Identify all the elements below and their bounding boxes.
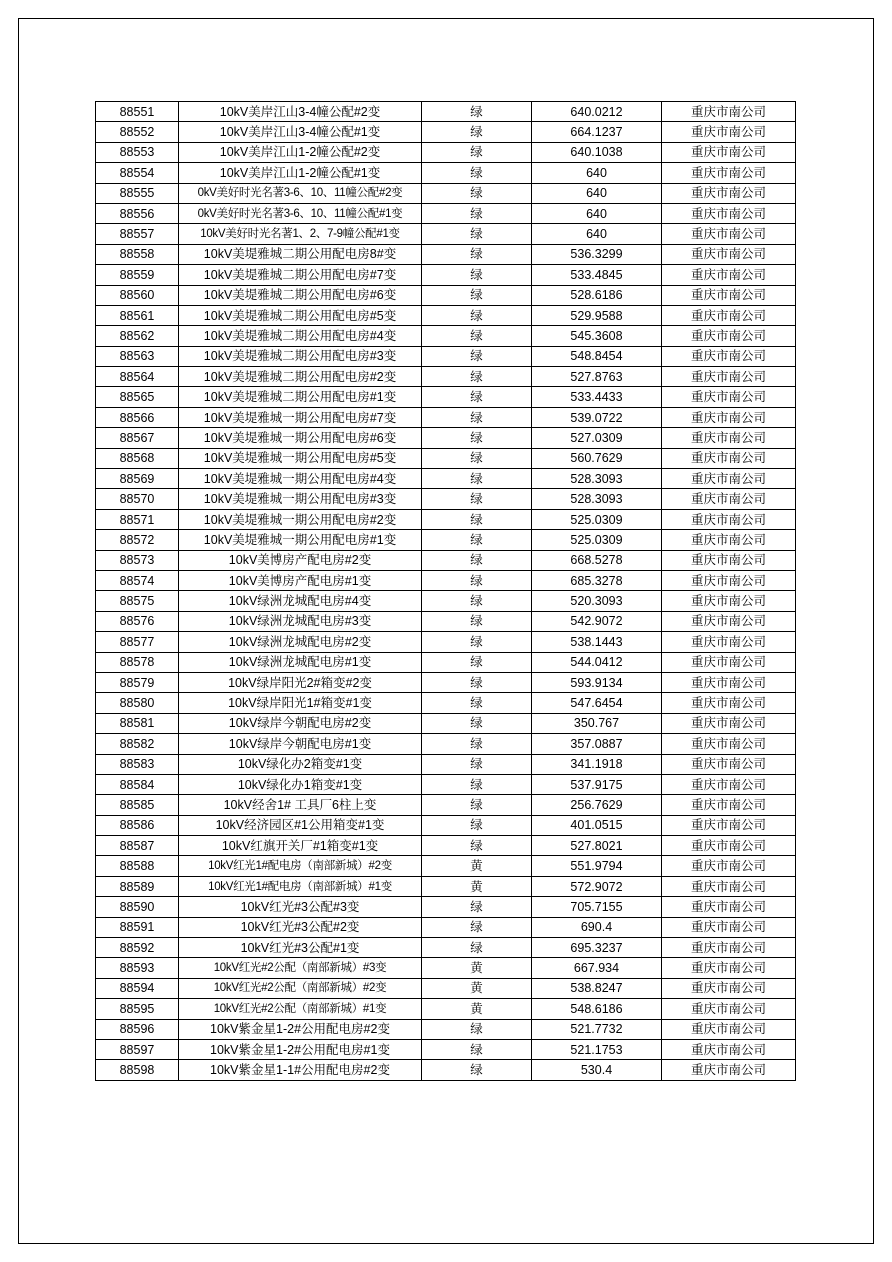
cell-org: 重庆市南公司 [662,978,796,998]
cell-value: 572.9072 [532,876,662,896]
cell-color: 绿 [422,102,532,122]
cell-name: 10kV美岸江山1-2幢公配#2变 [179,142,422,162]
cell-value: 640 [532,183,662,203]
cell-value: 668.5278 [532,550,662,570]
cell-color: 绿 [422,1039,532,1059]
cell-value: 527.8763 [532,367,662,387]
cell-value: 521.1753 [532,1039,662,1059]
cell-color: 黄 [422,978,532,998]
cell-org: 重庆市南公司 [662,754,796,774]
cell-name: 10kV绿岸今朝配电房#2变 [179,713,422,733]
cell-org: 重庆市南公司 [662,122,796,142]
cell-color: 绿 [422,224,532,244]
cell-value: 640.1038 [532,142,662,162]
cell-name: 0kV美好时光名著3-6、10、11幢公配#1变 [179,203,422,223]
cell-name: 10kV美好时光名著1、2、7-9幢公配#1变 [179,224,422,244]
table-row [96,203,796,223]
cell-color: 绿 [422,754,532,774]
table-row [96,448,796,468]
table-row [96,632,796,652]
cell-value: 593.9134 [532,672,662,692]
table-row [96,611,796,631]
cell-name: 10kV红光1#配电房（南部新城）#2变 [179,856,422,876]
cell-color: 绿 [422,326,532,346]
cell-color: 绿 [422,122,532,142]
cell-value: 548.8454 [532,346,662,366]
cell-id: 88557 [96,224,179,244]
cell-name: 10kV紫金星1-1#公用配电房#2变 [179,1060,422,1080]
cell-color: 绿 [422,591,532,611]
cell-name: 10kV紫金星1-2#公用配电房#1变 [179,1039,422,1059]
cell-org: 重庆市南公司 [662,346,796,366]
cell-id: 88585 [96,795,179,815]
cell-id: 88577 [96,632,179,652]
table-row [96,591,796,611]
cell-color: 绿 [422,244,532,264]
cell-name: 10kV红光#3公配#3变 [179,897,422,917]
cell-value: 539.0722 [532,407,662,427]
cell-color: 绿 [422,142,532,162]
cell-color: 绿 [422,203,532,223]
cell-name: 10kV红光#2公配（南部新城）#1变 [179,999,422,1019]
cell-value: 527.0309 [532,428,662,448]
cell-org: 重庆市南公司 [662,305,796,325]
cell-org: 重庆市南公司 [662,999,796,1019]
cell-value: 530.4 [532,1060,662,1080]
cell-name: 10kV美堤雅城一期公用配电房#2变 [179,509,422,529]
cell-color: 绿 [422,672,532,692]
cell-id: 88598 [96,1060,179,1080]
cell-id: 88559 [96,265,179,285]
table-row [96,754,796,774]
cell-name: 10kV绿岸今朝配电房#1变 [179,734,422,754]
cell-name: 10kV美堤雅城一期公用配电房#3变 [179,489,422,509]
cell-color: 绿 [422,407,532,427]
table-row [96,938,796,958]
cell-color: 绿 [422,163,532,183]
table-row [96,428,796,448]
table-row [96,713,796,733]
cell-value: 528.3093 [532,469,662,489]
cell-name: 10kV经济园区#1公用箱变#1变 [179,815,422,835]
cell-id: 88552 [96,122,179,142]
cell-id: 88566 [96,407,179,427]
table-row [96,305,796,325]
cell-name: 10kV美堤雅城二期公用配电房#2变 [179,367,422,387]
cell-org: 重庆市南公司 [662,795,796,815]
cell-value: 685.3278 [532,570,662,590]
cell-org: 重庆市南公司 [662,509,796,529]
cell-name: 10kV美岸江山3-4幢公配#1变 [179,122,422,142]
cell-color: 绿 [422,652,532,672]
cell-org: 重庆市南公司 [662,326,796,346]
cell-color: 绿 [422,1019,532,1039]
cell-value: 667.934 [532,958,662,978]
cell-color: 绿 [422,611,532,631]
cell-color: 绿 [422,836,532,856]
cell-org: 重庆市南公司 [662,774,796,794]
cell-color: 绿 [422,448,532,468]
cell-id: 88555 [96,183,179,203]
table-row [96,530,796,550]
cell-value: 528.3093 [532,489,662,509]
cell-value: 640 [532,163,662,183]
cell-id: 88556 [96,203,179,223]
cell-org: 重庆市南公司 [662,876,796,896]
cell-value: 525.0309 [532,509,662,529]
table-row [96,1039,796,1059]
cell-id: 88586 [96,815,179,835]
cell-name: 10kV绿岸阳光2#箱变#2变 [179,672,422,692]
cell-value: 640 [532,224,662,244]
cell-color: 绿 [422,367,532,387]
cell-org: 重庆市南公司 [662,407,796,427]
cell-id: 88568 [96,448,179,468]
table-row [96,999,796,1019]
cell-id: 88569 [96,469,179,489]
cell-color: 黄 [422,999,532,1019]
cell-id: 88590 [96,897,179,917]
cell-color: 绿 [422,509,532,529]
table-row [96,774,796,794]
cell-id: 88596 [96,1019,179,1039]
cell-id: 88564 [96,367,179,387]
cell-color: 绿 [422,550,532,570]
cell-id: 88589 [96,876,179,896]
cell-id: 88551 [96,102,179,122]
cell-name: 10kV紫金星1-2#公用配电房#2变 [179,1019,422,1039]
table-row [96,897,796,917]
table-row [96,489,796,509]
cell-color: 绿 [422,570,532,590]
cell-org: 重庆市南公司 [662,591,796,611]
table-row [96,265,796,285]
table-row [96,163,796,183]
cell-id: 88579 [96,672,179,692]
table-row [96,836,796,856]
cell-id: 88574 [96,570,179,590]
transformer-ledger-table [95,101,796,1081]
cell-name: 10kV绿洲龙城配电房#3变 [179,611,422,631]
cell-org: 重庆市南公司 [662,815,796,835]
table-row [96,958,796,978]
cell-value: 521.7732 [532,1019,662,1039]
cell-name: 10kV美堤雅城二期公用配电房#6变 [179,285,422,305]
cell-value: 528.6186 [532,285,662,305]
cell-name: 10kV经舍1# 工具厂6柱上变 [179,795,422,815]
cell-color: 绿 [422,305,532,325]
table-row [96,672,796,692]
cell-id: 88578 [96,652,179,672]
cell-color: 黄 [422,876,532,896]
table-row [96,142,796,162]
cell-name: 10kV美堤雅城二期公用配电房8#变 [179,244,422,264]
cell-org: 重庆市南公司 [662,652,796,672]
cell-color: 绿 [422,428,532,448]
cell-name: 10kV绿化办2箱变#1变 [179,754,422,774]
cell-value: 640 [532,203,662,223]
cell-value: 525.0309 [532,530,662,550]
cell-org: 重庆市南公司 [662,224,796,244]
cell-value: 545.3608 [532,326,662,346]
cell-name: 10kV红光1#配电房（南部新城）#1变 [179,876,422,896]
table-row [96,693,796,713]
cell-color: 绿 [422,387,532,407]
cell-color: 黄 [422,958,532,978]
table-row [96,978,796,998]
cell-name: 10kV绿洲龙城配电房#1变 [179,652,422,672]
cell-org: 重庆市南公司 [662,938,796,958]
cell-org: 重庆市南公司 [662,550,796,570]
cell-color: 绿 [422,795,532,815]
cell-id: 88561 [96,305,179,325]
cell-color: 绿 [422,285,532,305]
cell-value: 341.1918 [532,754,662,774]
cell-id: 88591 [96,917,179,937]
cell-id: 88582 [96,734,179,754]
cell-id: 88594 [96,978,179,998]
cell-value: 401.0515 [532,815,662,835]
cell-color: 绿 [422,469,532,489]
cell-value: 533.4845 [532,265,662,285]
cell-id: 88562 [96,326,179,346]
cell-name: 0kV美好时光名著3-6、10、11幢公配#2变 [179,183,422,203]
cell-id: 88560 [96,285,179,305]
cell-color: 绿 [422,1060,532,1080]
cell-org: 重庆市南公司 [662,734,796,754]
table-row [96,285,796,305]
cell-value: 640.0212 [532,102,662,122]
cell-org: 重庆市南公司 [662,570,796,590]
cell-org: 重庆市南公司 [662,469,796,489]
cell-value: 547.6454 [532,693,662,713]
cell-name: 10kV美博房产配电房#1变 [179,570,422,590]
cell-name: 10kV美堤雅城一期公用配电房#5变 [179,448,422,468]
cell-value: 537.9175 [532,774,662,794]
cell-org: 重庆市南公司 [662,713,796,733]
cell-value: 542.9072 [532,611,662,631]
cell-org: 重庆市南公司 [662,856,796,876]
cell-color: 绿 [422,632,532,652]
cell-value: 533.4433 [532,387,662,407]
table-row [96,734,796,754]
cell-id: 88575 [96,591,179,611]
cell-value: 551.9794 [532,856,662,876]
cell-org: 重庆市南公司 [662,489,796,509]
data-table-container [95,101,795,1081]
cell-id: 88567 [96,428,179,448]
cell-id: 88584 [96,774,179,794]
cell-id: 88592 [96,938,179,958]
cell-color: 绿 [422,265,532,285]
cell-org: 重庆市南公司 [662,611,796,631]
table-row [96,407,796,427]
cell-color: 绿 [422,693,532,713]
cell-name: 10kV美堤雅城一期公用配电房#1变 [179,530,422,550]
table-row [96,183,796,203]
cell-org: 重庆市南公司 [662,448,796,468]
table-body [96,102,796,1081]
table-row [96,570,796,590]
cell-name: 10kV红旗开关厂#1箱变#1变 [179,836,422,856]
cell-org: 重庆市南公司 [662,672,796,692]
cell-name: 10kV美博房产配电房#2变 [179,550,422,570]
cell-id: 88573 [96,550,179,570]
table-row [96,346,796,366]
cell-value: 256.7629 [532,795,662,815]
cell-value: 560.7629 [532,448,662,468]
cell-id: 88553 [96,142,179,162]
cell-id: 88595 [96,999,179,1019]
cell-id: 88572 [96,530,179,550]
cell-name: 10kV绿化办1箱变#1变 [179,774,422,794]
cell-name: 10kV美堤雅城二期公用配电房#7变 [179,265,422,285]
cell-id: 88570 [96,489,179,509]
cell-value: 695.3237 [532,938,662,958]
cell-org: 重庆市南公司 [662,285,796,305]
cell-org: 重庆市南公司 [662,387,796,407]
table-row [96,1019,796,1039]
cell-org: 重庆市南公司 [662,1060,796,1080]
cell-org: 重庆市南公司 [662,1039,796,1059]
cell-org: 重庆市南公司 [662,367,796,387]
cell-name: 10kV美堤雅城一期公用配电房#7变 [179,407,422,427]
cell-value: 527.8021 [532,836,662,856]
cell-color: 黄 [422,856,532,876]
cell-org: 重庆市南公司 [662,530,796,550]
cell-name: 10kV美堤雅城一期公用配电房#6变 [179,428,422,448]
cell-id: 88576 [96,611,179,631]
cell-id: 88581 [96,713,179,733]
cell-org: 重庆市南公司 [662,836,796,856]
table-row [96,795,796,815]
table-row [96,856,796,876]
cell-value: 544.0412 [532,652,662,672]
cell-value: 357.0887 [532,734,662,754]
cell-name: 10kV红光#2公配（南部新城）#3变 [179,958,422,978]
cell-org: 重庆市南公司 [662,632,796,652]
cell-name: 10kV美堤雅城二期公用配电房#1变 [179,387,422,407]
cell-id: 88554 [96,163,179,183]
cell-name: 10kV红光#3公配#1变 [179,938,422,958]
cell-value: 538.1443 [532,632,662,652]
cell-value: 538.8247 [532,978,662,998]
cell-value: 664.1237 [532,122,662,142]
cell-name: 10kV美岸江山1-2幢公配#1变 [179,163,422,183]
cell-org: 重庆市南公司 [662,183,796,203]
cell-name: 10kV美堤雅城二期公用配电房#4变 [179,326,422,346]
cell-name: 10kV绿洲龙城配电房#2变 [179,632,422,652]
cell-org: 重庆市南公司 [662,693,796,713]
cell-name: 10kV红光#2公配（南部新城）#2变 [179,978,422,998]
cell-org: 重庆市南公司 [662,897,796,917]
cell-org: 重庆市南公司 [662,142,796,162]
cell-id: 88588 [96,856,179,876]
cell-org: 重庆市南公司 [662,917,796,937]
cell-color: 绿 [422,346,532,366]
cell-org: 重庆市南公司 [662,428,796,448]
table-row [96,917,796,937]
cell-name: 10kV红光#3公配#2变 [179,917,422,937]
cell-color: 绿 [422,713,532,733]
cell-name: 10kV绿岸阳光1#箱变#1变 [179,693,422,713]
cell-org: 重庆市南公司 [662,265,796,285]
cell-id: 88571 [96,509,179,529]
cell-name: 10kV美堤雅城一期公用配电房#4变 [179,469,422,489]
cell-org: 重庆市南公司 [662,163,796,183]
table-row [96,550,796,570]
cell-id: 88563 [96,346,179,366]
table-row [96,815,796,835]
cell-name: 10kV绿洲龙城配电房#4变 [179,591,422,611]
cell-color: 绿 [422,774,532,794]
cell-value: 705.7155 [532,897,662,917]
cell-value: 548.6186 [532,999,662,1019]
table-row [96,387,796,407]
cell-name: 10kV美岸江山3-4幢公配#2变 [179,102,422,122]
cell-color: 绿 [422,530,532,550]
table-row [96,876,796,896]
table-row [96,102,796,122]
table-row [96,367,796,387]
table-row [96,652,796,672]
cell-name: 10kV美堤雅城二期公用配电房#3变 [179,346,422,366]
cell-id: 88580 [96,693,179,713]
cell-color: 绿 [422,815,532,835]
cell-color: 绿 [422,897,532,917]
cell-id: 88593 [96,958,179,978]
cell-color: 绿 [422,938,532,958]
table-row [96,326,796,346]
cell-color: 绿 [422,734,532,754]
cell-value: 350.767 [532,713,662,733]
cell-value: 529.9588 [532,305,662,325]
cell-id: 88583 [96,754,179,774]
cell-id: 88597 [96,1039,179,1059]
cell-id: 88565 [96,387,179,407]
table-row [96,224,796,244]
cell-org: 重庆市南公司 [662,102,796,122]
table-row [96,469,796,489]
cell-name: 10kV美堤雅城二期公用配电房#5变 [179,305,422,325]
cell-org: 重庆市南公司 [662,958,796,978]
cell-org: 重庆市南公司 [662,1019,796,1039]
table-row [96,509,796,529]
table-row [96,244,796,264]
table-row [96,1060,796,1080]
cell-org: 重庆市南公司 [662,244,796,264]
cell-color: 绿 [422,917,532,937]
cell-value: 690.4 [532,917,662,937]
cell-org: 重庆市南公司 [662,203,796,223]
cell-id: 88587 [96,836,179,856]
table-row [96,122,796,142]
cell-value: 536.3299 [532,244,662,264]
cell-id: 88558 [96,244,179,264]
cell-color: 绿 [422,183,532,203]
cell-color: 绿 [422,489,532,509]
cell-value: 520.3093 [532,591,662,611]
